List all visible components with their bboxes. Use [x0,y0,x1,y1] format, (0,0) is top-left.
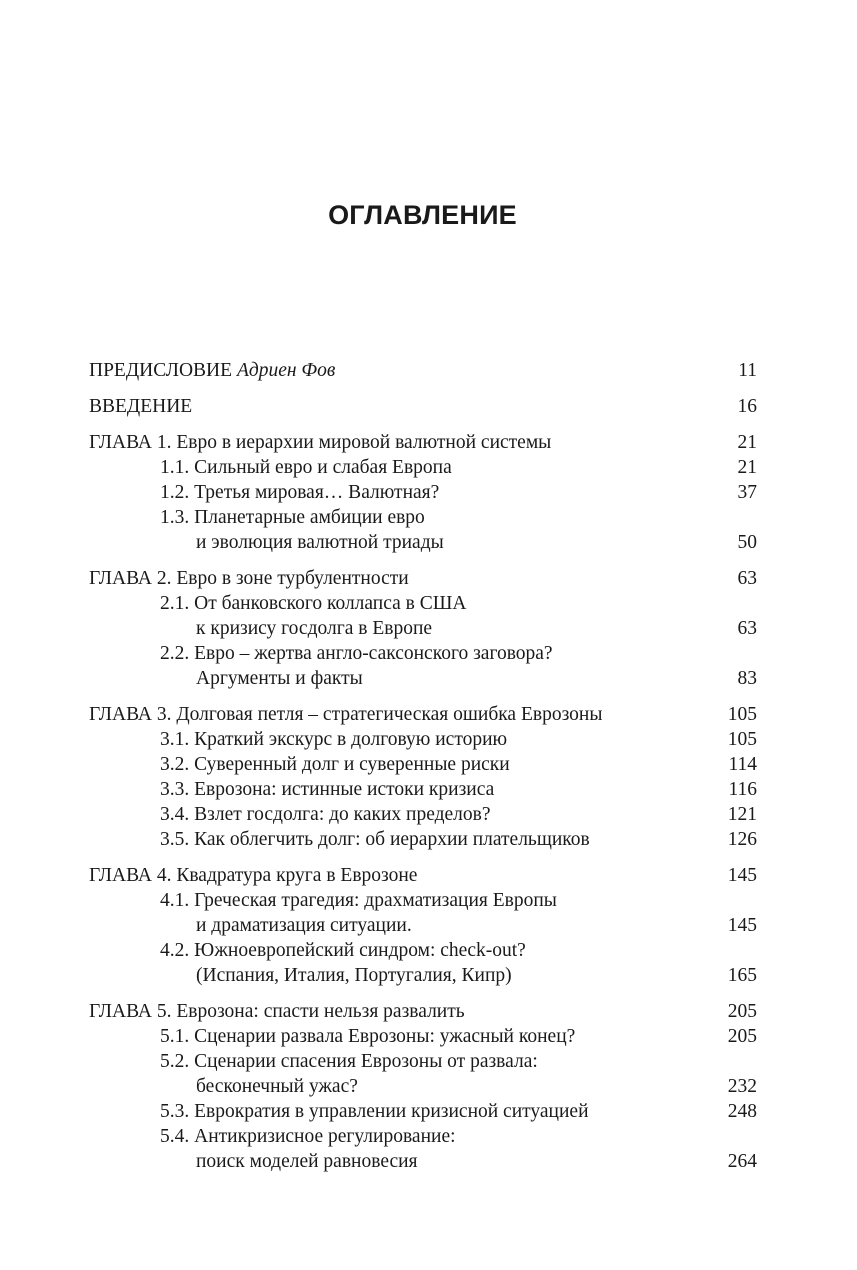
toc-entry-title: 1.2. Третья мировая… Валютная? [160,482,440,503]
toc-continuation-row [89,616,757,641]
toc-page-number: 105 [727,729,757,750]
toc-entry-title: ГЛАВА 3. Долговая петля – стратегическая ошибка Еврозоны [89,704,603,725]
toc-page-number: 114 [728,754,757,775]
toc-chapter-row [89,702,757,727]
toc-continuation-row [89,963,757,988]
toc-entry-title: 4.2. Южноевропейский синдром: check-out? [160,940,526,961]
toc-subsection-row [89,1024,757,1049]
toc-subsection-row [89,1099,757,1124]
toc-continuation-row [89,1074,757,1099]
toc-entry-title: ГЛАВА 2. Евро в зоне турбулентности [89,568,409,589]
toc-entry-title: ВВЕДЕНИЕ [89,396,193,417]
toc-subsection-row [89,455,757,480]
toc-subsection-row [89,1124,757,1149]
toc-entry-title: 4.1. Греческая трагедия: драхматизация Европы [160,890,557,911]
toc-page-number: 63 [737,618,757,639]
toc-page-number: 121 [727,804,757,825]
toc-page-number: 21 [737,457,757,478]
toc-entry-title: 5.2. Сценарии спасения Еврозоны от развала: [160,1051,538,1072]
toc-subsection-row [89,777,757,802]
toc-subsection-row [89,1049,757,1074]
toc-continuation-row [89,530,757,555]
toc-section-introduction [89,394,757,419]
toc-entry-title: 2.2. Евро – жертва англо-саксонского заговора? [160,643,553,664]
toc-page-number: 83 [737,668,757,689]
toc-subsection-row [89,641,757,666]
toc-entry-title: 3.1. Краткий экскурс в долговую историю [160,729,508,750]
toc-subsection-row [89,727,757,752]
toc-section-chapter-2 [89,566,757,691]
toc-entry-title: 2.1. От банковского коллапса в США [160,593,467,614]
toc-chapter-row [89,999,757,1024]
toc-subsection-row [89,505,757,530]
toc-page-number: 205 [727,1026,757,1047]
toc-page-number: 50 [737,532,757,553]
toc-section-chapter-1 [89,430,757,555]
toc-entry-title: к кризису госдолга в Европе [196,618,433,639]
page-title: ОГЛАВЛЕНИЕ [328,200,517,230]
toc-page-number: 63 [737,568,757,589]
toc-page-number: 205 [727,1001,757,1022]
toc-subsection-row [89,938,757,963]
toc-entry-title: и эволюция валютной триады [196,532,444,553]
toc-subsection-row [89,827,757,852]
toc-page-number: 21 [737,432,757,453]
toc-page-number: 145 [727,915,757,936]
toc-page-number: 37 [737,482,757,503]
toc-entry-title: 3.4. Взлет госдолга: до каких пределов? [160,804,491,825]
toc-subsection-row [89,802,757,827]
toc-entry-title: 5.3. Еврократия в управлении кризисной ситуацией [160,1101,589,1122]
toc-section-chapter-3 [89,702,757,852]
toc-page-number: 11 [738,360,757,381]
toc-section-preface [89,358,757,383]
toc-entry-title: поиск моделей равновесия [196,1151,418,1172]
toc-entry-title: 1.3. Планетарные амбиции евро [160,507,425,528]
toc-entry-title: ГЛАВА 5. Еврозона: спасти нельзя развалить [89,1001,465,1022]
toc-entry-title: 3.2. Суверенный долг и суверенные риски [160,754,510,775]
toc-entry-title: 3.5. Как облегчить долг: об иерархии плательщиков [160,829,590,850]
toc-entry-title: 5.4. Антикризисное регулирование: [160,1126,456,1147]
toc-page-number: 126 [727,829,757,850]
toc-entry-title: ГЛАВА 4. Квадратура круга в Еврозоне [89,865,418,886]
toc-section-chapter-5 [89,999,757,1174]
toc-page-number: 232 [727,1076,757,1097]
toc-entry-author: Адриен Фов [236,360,336,381]
toc-entry-title: и драматизация ситуации. [196,915,412,936]
toc-row [89,394,757,419]
toc-chapter-row [89,566,757,591]
toc-page-number: 16 [737,396,757,417]
toc-chapter-row [89,863,757,888]
toc-entry [89,358,335,383]
toc-subsection-row [89,480,757,505]
toc-section-chapter-4 [89,863,757,988]
toc-page-number: 165 [727,965,757,986]
toc-continuation-row [89,1149,757,1174]
toc-entry-title: 1.1. Сильный евро и слабая Европа [160,457,452,478]
toc-page-number: 116 [728,779,757,800]
toc-entry-title: (Испания, Италия, Португалия, Кипр) [196,965,512,986]
table-of-contents [89,358,757,1185]
toc-entry-title: 5.1. Сценарии развала Еврозоны: ужасный конец? [160,1026,576,1047]
toc-row [89,358,757,383]
toc-subsection-row [89,591,757,616]
toc-entry-title: ГЛАВА 1. Евро в иерархии мировой валютной системы [89,432,552,453]
toc-page-number: 145 [727,865,757,886]
toc-page-number: 105 [727,704,757,725]
toc-page-number: 248 [727,1101,757,1122]
toc-continuation-row [89,666,757,691]
toc-subsection-row [89,752,757,777]
toc-entry-title: ПРЕДИСЛОВИЕ [89,360,233,381]
toc-entry-title: 3.3. Еврозона: истинные истоки кризиса [160,779,495,800]
toc-entry-title: бесконечный ужас? [196,1076,358,1097]
toc-continuation-row [89,913,757,938]
toc-page-number: 264 [727,1151,757,1172]
toc-entry-title: Аргументы и факты [196,668,363,689]
toc-subsection-row [89,888,757,913]
toc-chapter-row [89,430,757,455]
